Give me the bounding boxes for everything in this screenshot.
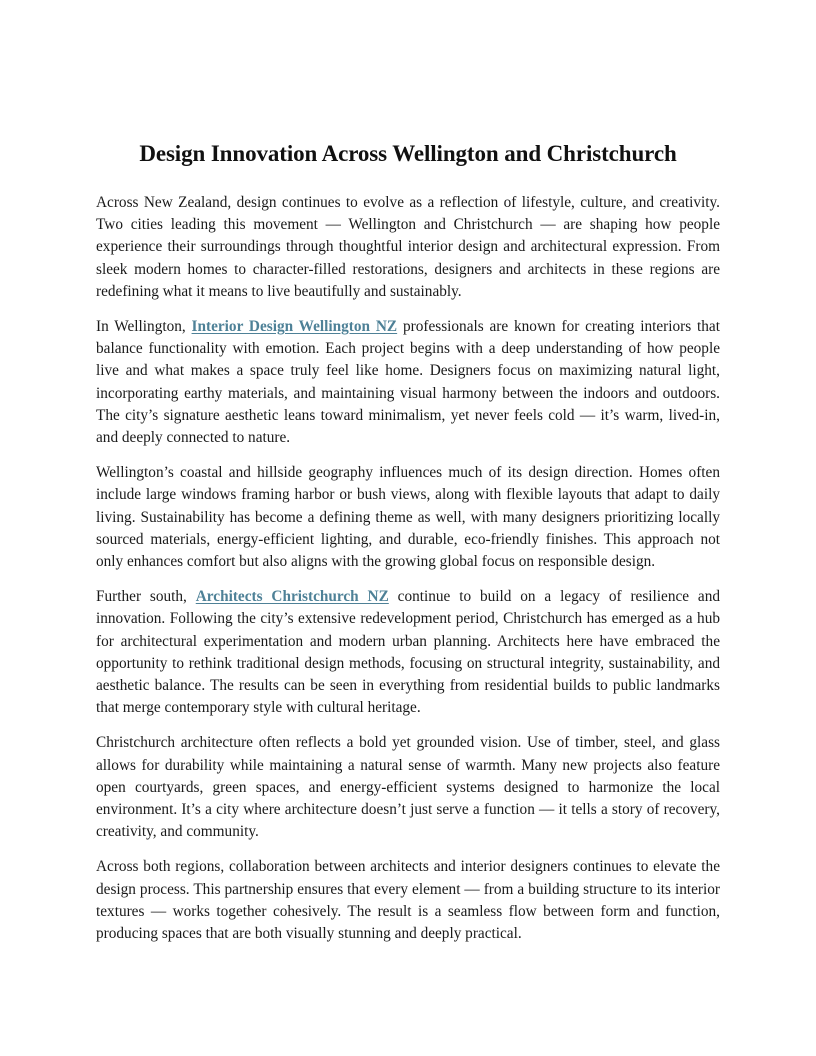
document-title: Design Innovation Across Wellington and Christchurch — [139, 141, 677, 166]
paragraph-text: In Wellington, — [96, 318, 192, 336]
paragraph-text: continue to build on a legacy of resilience and innovation. Following the city’s extensive redevelopment period, Christchurch has emerged as a hub for architectural experimentation and modern urban planning. Architects here have embraced the opportunity to rethink traditional design methods, focusing on structural integrity, sustainability, and aesthetic balance. The results can be seen in everything from residential builds to public landmarks that merge contemporary style with cultural heritage. — [96, 588, 721, 717]
paragraph-christchurch-architects — [96, 586, 720, 719]
paragraph-wellington-geography: Wellington’s coastal and hillside geography influences much of its design direction. Homes often include large windows framing harbor or bush views, along with flexible layouts that adapt to daily living. Sustainability has become a defining theme as well, with many designers prioritizing locally sourced materials, energy-efficient lighting, and durable, eco-friendly finishes. This approach not only enhances comfort but also aligns with the growing global focus on responsible design. — [96, 464, 720, 571]
interior-design-wellington-link[interactable]: Interior Design Wellington NZ — [191, 318, 398, 336]
paragraph-intro: Across New Zealand, design continues to evolve as a reflection of lifestyle, culture, and creativity. Two cities leading this movement — Wellington and Christchurch — are shaping how people experience their surroundings through thoughtful interior design and architectural expression. From sleek modern homes to character-filled restorations, designers and architects in these regions are redefining what it means to live beautifully and sustainably. — [96, 194, 720, 300]
document-page — [96, 138, 720, 958]
paragraph-text: professionals are known for creating interiors that balance functionality with emotion. Each project begins with a deep understanding of how people live and what makes a space truly feel like home. Designers focus on maximizing natural light, incorporating earthy materials, and maintaining visual harmony between the indoors and outdoors. The city’s signature aesthetic leans toward minimalism, yet never feels cold — it’s warm, lived-in, and deeply connected to nature. — [96, 318, 720, 447]
paragraph-text: Further south, — [96, 588, 196, 606]
paragraph-christchurch-vision: Christchurch architecture often reflects a bold yet grounded vision. Use of timber, steel, and glass allows for durability while maintaining a natural sense of warmth. Many new projects also feature open courtyards, green spaces, and energy-efficient systems designed to harmonize the local environment. It’s a city where architecture doesn’t just serve a function — it tells a story of recovery, creativity, and community. — [96, 734, 720, 841]
paragraph-wellington-interiors — [96, 316, 720, 449]
paragraph-collaboration: Across both regions, collaboration between architects and interior designers continues to elevate the design process. This partnership ensures that every element — from a building structure to its interior textures — works together cohesively. The result is a seamless flow between form and function, producing spaces that are both visually stunning and deeply practical. — [96, 858, 720, 943]
architects-christchurch-link[interactable]: Architects Christchurch NZ — [195, 588, 389, 606]
